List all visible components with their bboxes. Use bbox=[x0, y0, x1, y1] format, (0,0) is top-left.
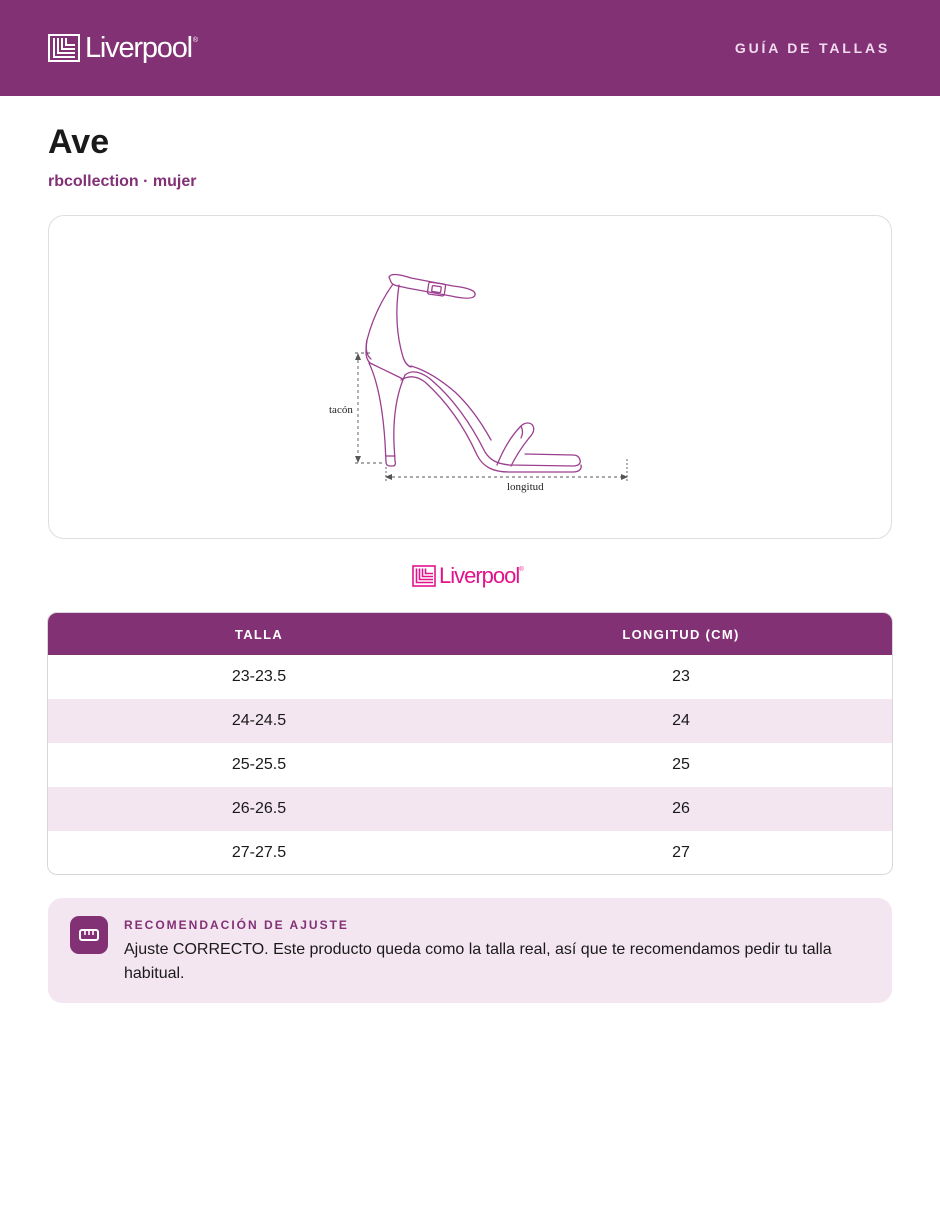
heel-label: tacón bbox=[329, 404, 353, 416]
brand-logo[interactable] bbox=[48, 31, 198, 65]
sole bbox=[405, 372, 580, 466]
brand-name: Liverpool bbox=[85, 32, 192, 64]
sandal-diagram bbox=[325, 262, 635, 502]
size-cell: 27-27.5 bbox=[231, 844, 287, 861]
page-title: Ave bbox=[48, 123, 110, 161]
registered-mark: ® bbox=[519, 567, 524, 573]
shoe-diagram-card bbox=[48, 215, 892, 539]
table-row bbox=[48, 787, 892, 831]
column-header-length: LONGITUD (CM) bbox=[622, 626, 740, 642]
length-cell: 23 bbox=[672, 668, 690, 685]
size-cell: 24-24.5 bbox=[231, 712, 287, 729]
size-table bbox=[47, 612, 893, 875]
table-row bbox=[48, 699, 892, 743]
length-cell: 25 bbox=[672, 756, 690, 773]
column-header-size: TALLA bbox=[234, 626, 284, 642]
liverpool-logo bbox=[412, 563, 524, 589]
back-strap bbox=[366, 284, 393, 359]
fit-recommendation bbox=[48, 898, 892, 1003]
liverpool-logo-icon bbox=[48, 34, 80, 62]
toe-strap bbox=[497, 423, 534, 466]
table-row bbox=[48, 743, 892, 787]
stiletto-heel bbox=[369, 363, 405, 466]
fit-label: RECOMENDACIÓN DE AJUSTE bbox=[124, 918, 349, 932]
size-guide-link[interactable]: GUÍA DE TALLAS bbox=[734, 40, 890, 56]
length-cell: 26 bbox=[672, 800, 690, 817]
length-cell: 27 bbox=[672, 844, 690, 861]
logo-text: Liverpool bbox=[439, 563, 520, 588]
liverpool-logo-icon bbox=[412, 565, 436, 587]
length-label: longitud bbox=[507, 481, 544, 493]
size-cell: 25-25.5 bbox=[231, 756, 287, 773]
length-cell: 24 bbox=[672, 712, 690, 729]
fit-text: Ajuste CORRECTO. Este producto queda como la talla real, así que te recomendamos pedir tu talla habitual. bbox=[124, 941, 832, 982]
product-subtitle: rbcollection · mujer bbox=[48, 173, 197, 190]
size-cell: 23-23.5 bbox=[231, 668, 287, 685]
registered-mark: ® bbox=[192, 37, 199, 44]
table-row bbox=[48, 831, 892, 875]
top-header bbox=[0, 0, 940, 96]
table-row bbox=[48, 655, 892, 699]
table-header bbox=[48, 613, 892, 655]
ruler-icon bbox=[70, 916, 108, 954]
size-cell: 26-26.5 bbox=[231, 800, 287, 817]
